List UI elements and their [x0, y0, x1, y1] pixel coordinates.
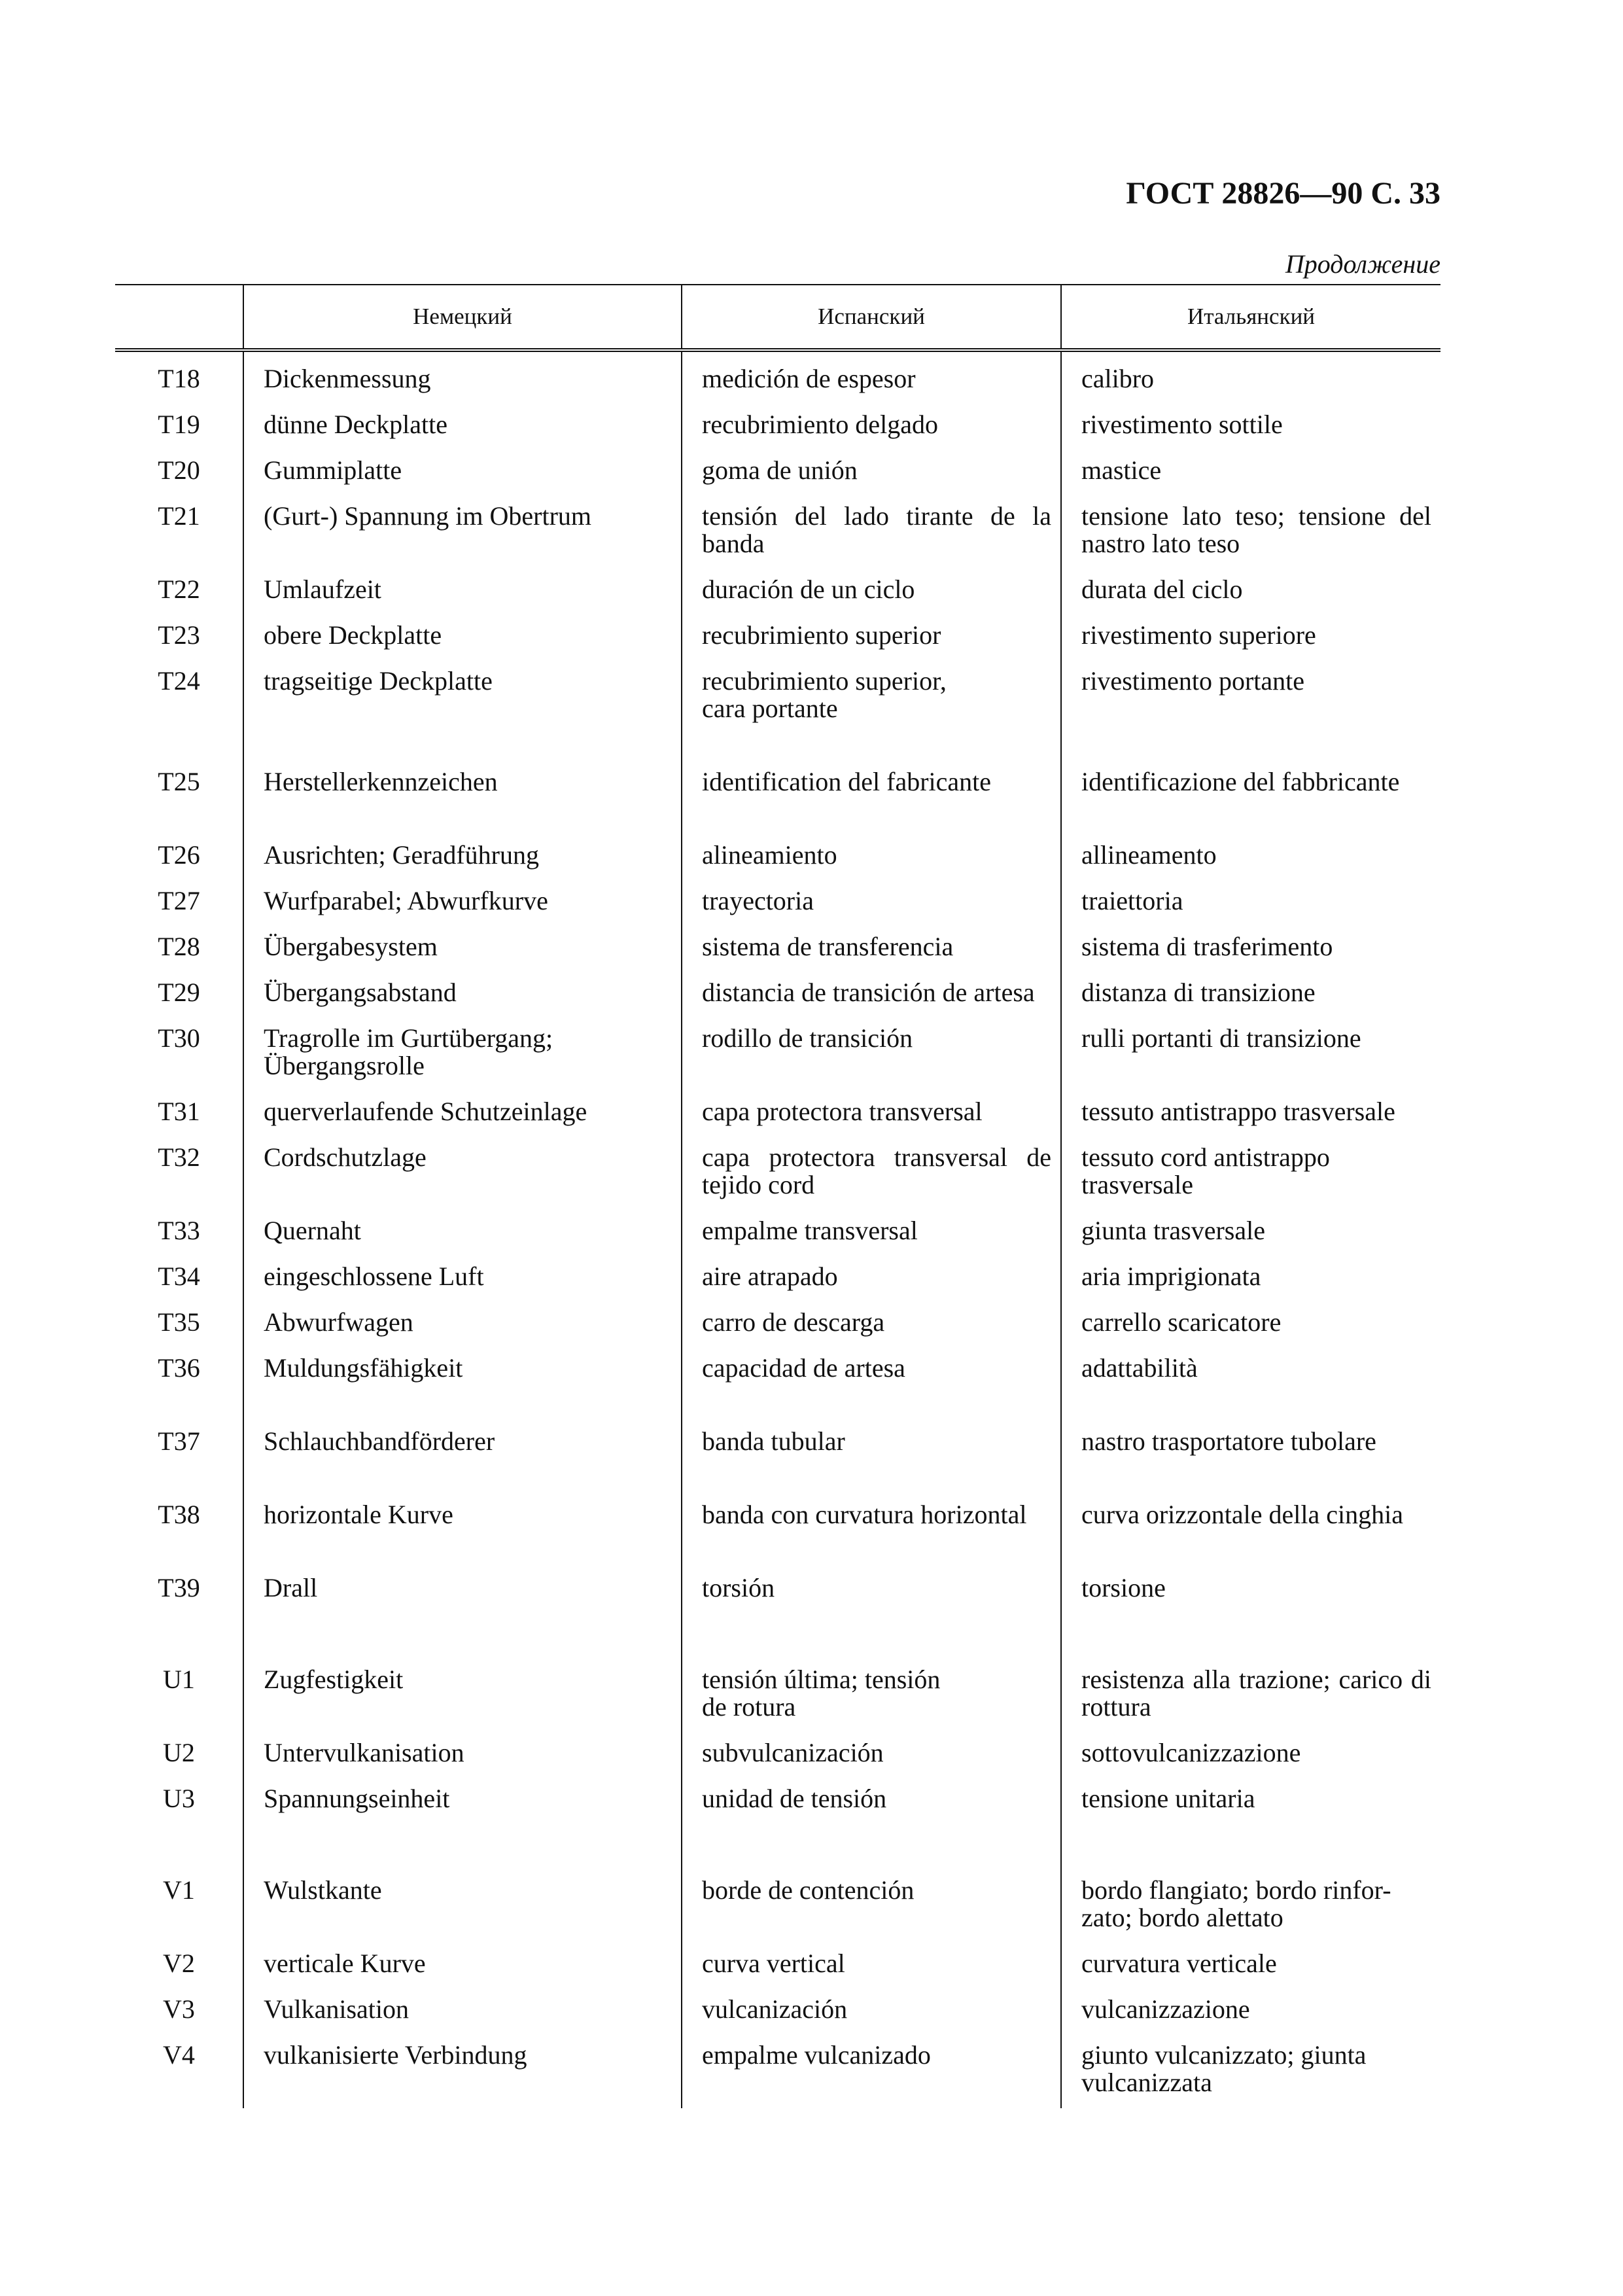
german-term: Übergangsabstand [243, 961, 682, 1006]
german-term: Quernaht [243, 1199, 682, 1245]
term-code: T30 [158, 1023, 200, 1053]
spanish-term: carro de descarga [682, 1290, 1061, 1336]
german-term: Abwurfwagen [243, 1290, 682, 1336]
spanish-term: distancia de transición de artesa [682, 961, 1061, 1006]
german-term: Drall [243, 1528, 682, 1602]
table-row [115, 557, 1440, 603]
italian-term: rulli portanti di transizione [1061, 1006, 1440, 1080]
spanish-term: recubrimiento superior, cara portante [682, 649, 1061, 722]
italian-term: sottovulcanizzazione [1061, 1721, 1440, 1767]
spanish-term: empalme vulcanizado [682, 2023, 1061, 2108]
term-code: T33 [158, 1216, 200, 1245]
german-term: dünne Deckplatte [243, 393, 682, 438]
italian-term: mastice [1061, 438, 1440, 484]
spanish-term: medición de espesor [682, 350, 1061, 393]
italian-term: durata del ciclo [1061, 557, 1440, 603]
table-row [115, 350, 1440, 393]
german-term: Muldungsfähigkeit [243, 1336, 682, 1382]
spanish-column-header: Испанский [682, 285, 1061, 350]
german-term: Wulstkante [243, 1812, 682, 1932]
german-column-header: Немецкий [243, 285, 682, 350]
spanish-term: aire atrapado [682, 1245, 1061, 1290]
spanish-term: capa protectora transversal [682, 1080, 1061, 1125]
italian-term: curvatura verticale [1061, 1932, 1440, 1977]
italian-term: aria imprigionata [1061, 1245, 1440, 1290]
term-code: V2 [163, 1949, 195, 1978]
table-row [115, 2023, 1440, 2108]
table-row [115, 1080, 1440, 1125]
italian-term: tessuto cord antistrappo trasversale [1061, 1125, 1440, 1199]
term-code: V3 [163, 1994, 195, 2024]
german-term: Wurfparabel; Abwurfkurve [243, 869, 682, 915]
italian-term: sistema di trasferimento [1061, 915, 1440, 961]
table-row [115, 603, 1440, 649]
table-row [115, 1977, 1440, 2023]
spanish-term: unidad de tensión [682, 1767, 1061, 1812]
table-row [115, 393, 1440, 438]
spanish-term: banda con curvatura horizontal [682, 1455, 1061, 1528]
term-code: T22 [158, 574, 200, 604]
term-code: T19 [158, 410, 200, 439]
spanish-term: alineamiento [682, 796, 1061, 869]
spanish-term: recubrimiento delgado [682, 393, 1061, 438]
italian-term: rivestimento portante [1061, 649, 1440, 722]
spanish-term: curva vertical [682, 1932, 1061, 1977]
table-row [115, 1290, 1440, 1336]
term-code: T34 [158, 1262, 200, 1291]
italian-term: traiettoria [1061, 869, 1440, 915]
table-row [115, 438, 1440, 484]
italian-term: adattabilità [1061, 1336, 1440, 1382]
italian-term: rivestimento superiore [1061, 603, 1440, 649]
spanish-term: banda tubular [682, 1382, 1061, 1455]
italian-term: giunta trasversale [1061, 1199, 1440, 1245]
term-code: U1 [163, 1665, 195, 1694]
term-code: U3 [163, 1784, 195, 1813]
table-row [115, 1245, 1440, 1290]
italian-term: allineamento [1061, 796, 1440, 869]
italian-term: tensione unitaria [1061, 1767, 1440, 1812]
italian-term: bordo flangiato; bordo rinfor- zato; bordo alettato [1061, 1812, 1440, 1932]
german-term: vulkanisierte Verbindung [243, 2023, 682, 2108]
terms-table [115, 284, 1440, 2108]
spanish-term: trayectoria [682, 869, 1061, 915]
table-row [115, 1767, 1440, 1812]
german-term: Untervulkanisation [243, 1721, 682, 1767]
term-code: T24 [158, 666, 200, 696]
german-term: tragseitige Deckplatte [243, 649, 682, 722]
italian-term: tessuto antistrappo trasversale [1061, 1080, 1440, 1125]
term-code: T25 [158, 767, 200, 796]
spanish-term: recubrimiento superior [682, 603, 1061, 649]
term-code: T37 [158, 1426, 200, 1456]
italian-term: nastro trasportatore tubolare [1061, 1382, 1440, 1455]
spanish-term: duración de un ciclo [682, 557, 1061, 603]
term-code: T36 [158, 1353, 200, 1383]
spanish-term: empalme transversal [682, 1199, 1061, 1245]
italian-term: calibro [1061, 350, 1440, 393]
spanish-term: torsión [682, 1528, 1061, 1602]
german-term: Tragrolle im Gurtübergang; Übergangsrolle [243, 1006, 682, 1080]
spanish-term: identification del fabricante [682, 722, 1061, 796]
table-row [115, 961, 1440, 1006]
german-term: Spannungseinheit [243, 1767, 682, 1812]
term-code: T18 [158, 364, 200, 393]
term-code: T20 [158, 455, 200, 485]
table-row [115, 796, 1440, 869]
table-row [115, 1336, 1440, 1382]
spanish-term: vulcanización [682, 1977, 1061, 2023]
table-row [115, 649, 1440, 722]
term-code: V1 [163, 1875, 195, 1905]
continuation-label: Продолжение [1285, 249, 1440, 279]
term-code: T28 [158, 932, 200, 961]
german-term: Zugfestigkeit [243, 1602, 682, 1721]
term-code: V4 [163, 2040, 195, 2070]
spanish-term: capacidad de artesa [682, 1336, 1061, 1382]
term-code: T21 [158, 501, 200, 531]
german-term: Cordschutzlage [243, 1125, 682, 1199]
spanish-term: rodillo de transición [682, 1006, 1061, 1080]
german-term: horizontale Kurve [243, 1455, 682, 1528]
italian-term: resistenza alla trazione; carico di rottura [1061, 1602, 1440, 1721]
table-header-row [115, 285, 1440, 350]
table-row [115, 869, 1440, 915]
code-column-header [115, 285, 243, 350]
spanish-term: tensión del lado tirante de la banda [682, 484, 1061, 557]
italian-term: identificazione del fabbricante [1061, 722, 1440, 796]
italian-term: carrello scaricatore [1061, 1290, 1440, 1336]
german-term: Schlauchbandförderer [243, 1382, 682, 1455]
italian-term: vulcanizzazione [1061, 1977, 1440, 2023]
spanish-term: tensión última; tensión de rotura [682, 1602, 1061, 1721]
term-code: T38 [158, 1500, 200, 1529]
german-term: verticale Kurve [243, 1932, 682, 1977]
spanish-term: capa protectora transversal de tejido cord [682, 1125, 1061, 1199]
table-row [115, 1455, 1440, 1528]
german-term: Übergabesystem [243, 915, 682, 961]
table-row [115, 1382, 1440, 1455]
italian-term: tensione lato teso; tensione del nastro lato teso [1061, 484, 1440, 557]
term-code: T32 [158, 1142, 200, 1172]
term-code: T26 [158, 840, 200, 870]
table-row [115, 1812, 1440, 1932]
table-row [115, 1721, 1440, 1767]
table-row [115, 1602, 1440, 1721]
german-term: Umlaufzeit [243, 557, 682, 603]
page-header: ГОСТ 28826—90 С. 33 [1126, 176, 1440, 211]
spanish-term: borde de contención [682, 1812, 1061, 1932]
italian-column-header: Итальянский [1061, 285, 1440, 350]
german-term: eingeschlossene Luft [243, 1245, 682, 1290]
table-row [115, 1125, 1440, 1199]
table-row [115, 915, 1440, 961]
term-code: T29 [158, 978, 200, 1007]
german-term: Gummiplatte [243, 438, 682, 484]
table-row [115, 1199, 1440, 1245]
term-code: U2 [163, 1738, 195, 1767]
spanish-term: goma de unión [682, 438, 1061, 484]
term-code: T35 [158, 1307, 200, 1337]
italian-term: curva orizzontale della cinghia [1061, 1455, 1440, 1528]
term-code: T27 [158, 886, 200, 915]
term-code: T23 [158, 620, 200, 650]
table-row [115, 1006, 1440, 1080]
table-row [115, 1932, 1440, 1977]
german-term: (Gurt-) Spannung im Obertrum [243, 484, 682, 557]
italian-term: giunto vulcanizzato; giunta vulcanizzata [1061, 2023, 1440, 2108]
italian-term: torsione [1061, 1528, 1440, 1602]
spanish-term: subvulcanización [682, 1721, 1061, 1767]
german-term: Ausrichten; Geradführung [243, 796, 682, 869]
term-code: T31 [158, 1097, 200, 1126]
table-row [115, 484, 1440, 557]
italian-term: distanza di transizione [1061, 961, 1440, 1006]
table-row [115, 1528, 1440, 1602]
german-term: Dickenmessung [243, 350, 682, 393]
table-row [115, 722, 1440, 796]
terms-table-body [115, 350, 1440, 2108]
german-term: Herstellerkennzeichen [243, 722, 682, 796]
term-code: T39 [158, 1573, 200, 1602]
spanish-term: sistema de transferencia [682, 915, 1061, 961]
german-term: querverlaufende Schutzeinlage [243, 1080, 682, 1125]
german-term: obere Deckplatte [243, 603, 682, 649]
italian-term: rivestimento sottile [1061, 393, 1440, 438]
german-term: Vulkanisation [243, 1977, 682, 2023]
